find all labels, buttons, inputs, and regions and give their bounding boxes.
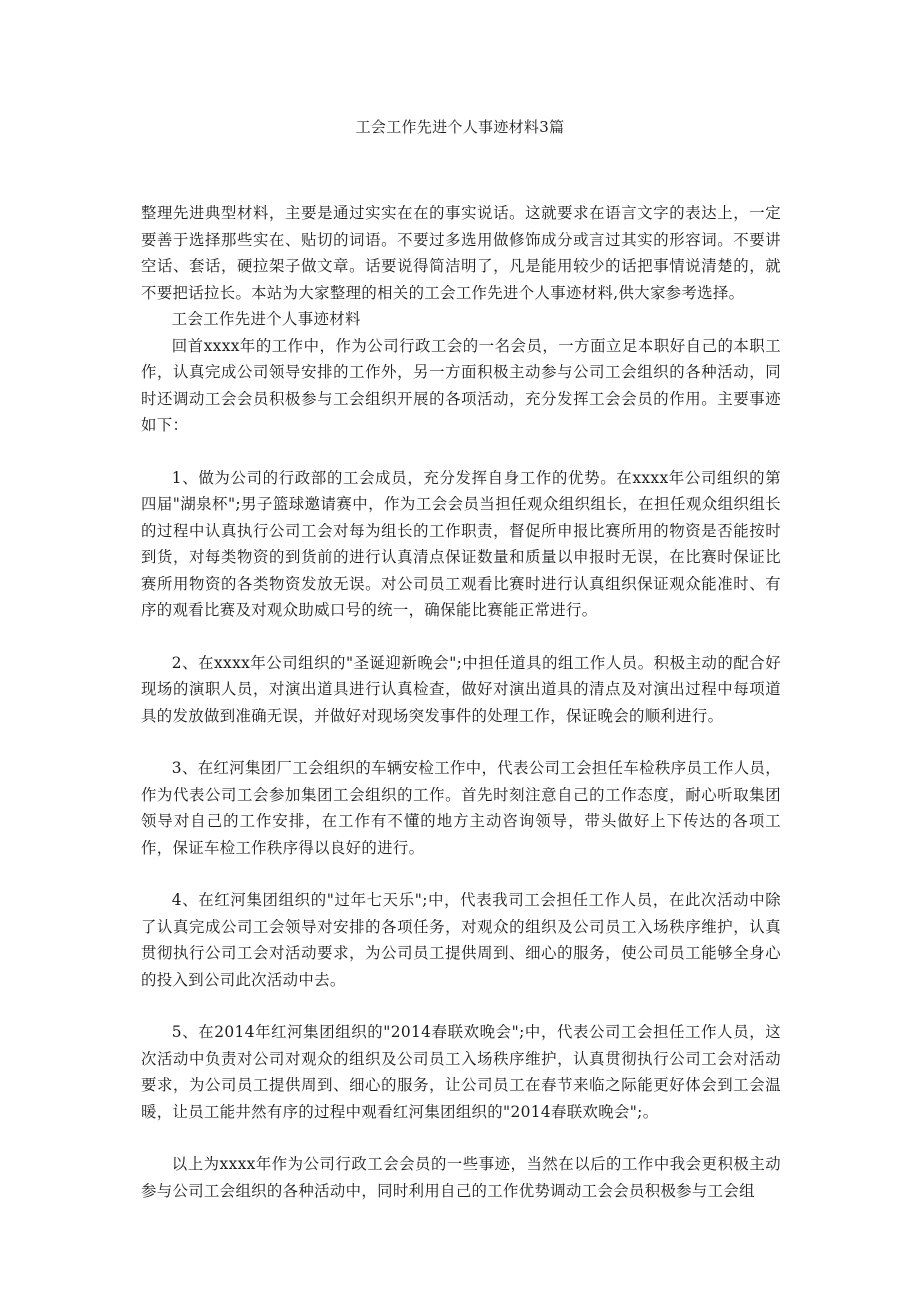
closing-paragraph: 以上为xxxx年作为公司行政工会会员的一些事迹，当然在以后的工作中我会更积极主动参与公司工会组织的各种活动中，同时利用自己的工作优势调动工会会员积极参与工会组: [141, 1155, 781, 1200]
document-title: 工会工作先进个人事迹材料3篇: [355, 118, 565, 136]
opening-paragraph: 回首xxxx年的工作中，作为公司行政工会的一名会员，一方面立足本职好自己的本职工作，认真完成公司领导安排的工作外，另一方面积极主动参与公司工会组织的各种活动，同时还调动工会会员积极参与工会组织开展的各项活动，充分发挥工会会员的作用。主要事迹如下：: [141, 336, 781, 434]
list-item: 3、在红河集团厂工会组织的车辆安检工作中，代表公司工会担任车检秩序员工作人员，作为代表公司工会参加集团工会组织的工作。首先时刻注意自己的工作态度，耐心听取集团领导对自己的工作安排，在工作有不懂的地方主动咨询领导，带头做好上下传达的各项工作，保证车检工作秩序得以良好的进行。: [141, 759, 781, 857]
document-body: [141, 200, 781, 1204]
list-item: 4、在红河集团组织的"过年七天乐";中，代表我司工会担任工作人员，在此次活动中除了认真完成公司工会领导对安排的各项任务，对观众的组织及公司员工入场秩序维护，认真贯彻执行公司工会对活动要求，为公司员工提供周到、细心的服务，使公司员工能够全身心的投入到公司此次活动中去。: [141, 891, 781, 989]
list-item: 1、做为公司的行政部的工会成员，充分发挥自身工作的优势。在xxxx年公司组织的第四届"湖泉杯";男子篮球邀请赛中，作为工会会员当担任观众组织组长，在担任观众组织组长的过程中认真执行公司工会对每为组长的工作职责，督促所申报比赛所用的物资是否能按时到货，对每类物资的到货前的进行认真清点保证数量和质量以申报时无误，在比赛时保证比赛所用物资的各类物资发放无误。对公司员工观看比赛时进行认真组织保证观众能准时、有序的观看比赛及对观众助威口号的统一，确保能比赛能正常进行。: [141, 468, 781, 619]
intro-paragraph: 整理先进典型材料，主要是通过实实在在的事实说话。这就要求在语言文字的表达上，一定要善于选择那些实在、贴切的词语。不要过多选用做修饰成分或言过其实的形容词。不要讲空话、套话，硬拉架子做文章。话要说得简洁明了，凡是能用较少的话把事情说清楚的，就不要把话拉长。本站为大家整理的相关的工会工作先进个人事迹材料,供大家参考选择。: [141, 204, 781, 302]
list-item: 5、在2014年红河集团组织的"2014春联欢晚会";中，代表公司工会担任工作人员，这次活动中负责对公司对观众的组织及公司员工入场秩序维护，认真贯彻执行公司工会对活动要求，为公司员工提供周到、细心的服务，让公司员工在春节来临之际能更好体会到工会温暖，让员工能井然有序的过程中观看红河集团组织的"2014春联欢晚会";。: [141, 1023, 781, 1121]
section-subheading: 工会工作先进个人事迹材料: [171, 310, 361, 328]
list-item: 2、在xxxx年公司组织的"圣诞迎新晚会";中担任道具的组工作人员。积极主动的配合好现场的演职人员，对演出道具进行认真检查，做好对演出道具的清点及对演出过程中每项道具的发放做到准确无误，并做好对现场突发事件的处理工作，保证晚会的顺利进行。: [141, 653, 781, 725]
